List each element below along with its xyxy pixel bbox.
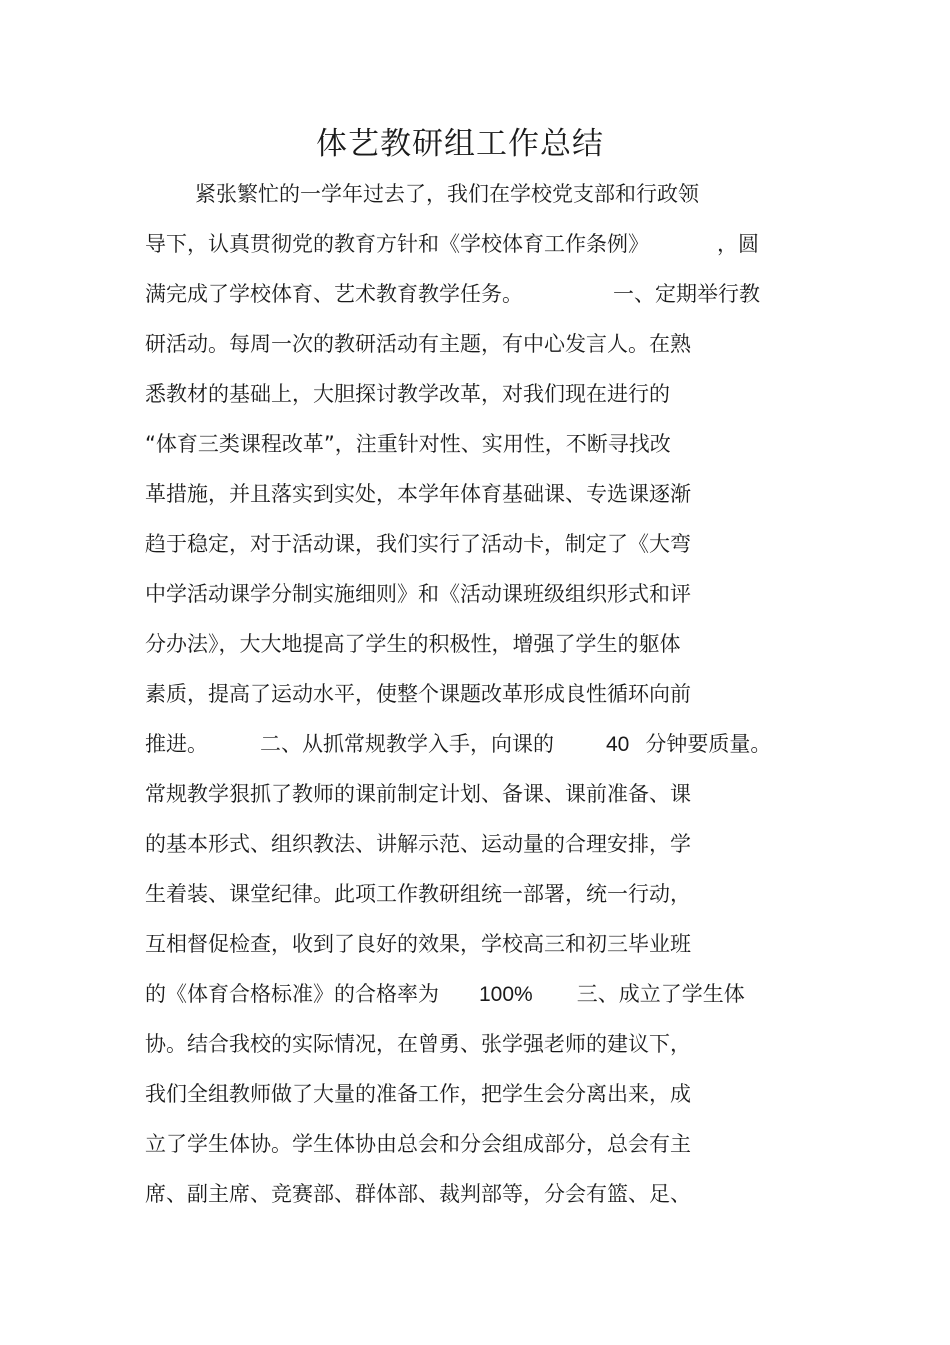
paragraph-line bbox=[145, 169, 825, 219]
text-segment: 推进。 bbox=[145, 732, 208, 756]
text-segment: 的基本形式、组织教法、讲解示范、运动量的合理安排，学 bbox=[145, 832, 691, 856]
paragraph-line bbox=[145, 319, 825, 369]
text-segment: 互相督促检查，收到了良好的效果，学校高三和初三毕业班 bbox=[145, 932, 691, 956]
text-segment: 生着装、课堂纪律。此项工作教研组统一部署，统一行动， bbox=[145, 882, 691, 906]
text-segment: “体育三类课程改革”，注重针对性、实用性，不断寻找改 bbox=[145, 432, 671, 456]
paragraph-line bbox=[145, 769, 825, 819]
text-segment: 素质，提高了运动水平，使整个课题改革形成良性循环向前 bbox=[145, 682, 691, 706]
text-segment: 常规教学狠抓了教师的课前制定计划、备课、课前准备、课 bbox=[145, 782, 691, 806]
paragraph-line bbox=[145, 519, 825, 569]
text-segment: ，圆 bbox=[717, 232, 759, 256]
paragraph-line bbox=[145, 969, 825, 1019]
text-segment: 分钟要质量。 bbox=[645, 732, 772, 756]
text-segment: 分办法》，大大地提高了学生的积极性，增强了学生的躯体 bbox=[145, 632, 681, 656]
text-segment: 研活动。每周一次的教研活动有主题，有中心发言人。在熟 bbox=[145, 332, 691, 356]
number-value: 40 bbox=[606, 733, 630, 756]
paragraph-line bbox=[145, 569, 825, 619]
section-heading-3: 三、成立了学生体 bbox=[576, 982, 745, 1006]
paragraph-line bbox=[145, 219, 825, 269]
paragraph-line bbox=[145, 719, 825, 769]
text-segment: 导下，认真贯彻党的教育方针和《学校体育工作条例》 bbox=[145, 232, 649, 256]
text-segment: 趋于稳定，对于活动课，我们实行了活动卡，制定了《大弯 bbox=[145, 532, 691, 556]
text-segment: 满完成了学校体育、艺术教育教学任务。 bbox=[145, 282, 523, 306]
paragraph-line bbox=[145, 1169, 825, 1219]
paragraph-line bbox=[145, 919, 825, 969]
text-segment: 协。结合我校的实际情况，在曾勇、张学强老师的建议下， bbox=[145, 1032, 691, 1056]
text-segment: 中学活动课学分制实施细则》和《活动课班级组织形式和评 bbox=[145, 582, 691, 606]
percentage-value: 100% bbox=[479, 983, 533, 1006]
document-body bbox=[145, 169, 825, 1219]
paragraph-line bbox=[145, 869, 825, 919]
text-segment: 的《体育合格标准》的合格率为 bbox=[145, 982, 439, 1006]
section-heading-1: 一、定期举行教 bbox=[613, 282, 760, 306]
paragraph-line bbox=[145, 269, 825, 319]
text-segment: 革措施，并且落实到实处，本学年体育基础课、专选课逐渐 bbox=[145, 482, 691, 506]
text-segment: 紧张繁忙的一学年过去了，我们在学校党支部和行政领 bbox=[195, 182, 699, 206]
paragraph-line bbox=[145, 669, 825, 719]
paragraph-line bbox=[145, 619, 825, 669]
text-segment: 席、副主席、竞赛部、群体部、裁判部等，分会有篮、足、 bbox=[145, 1182, 691, 1206]
text-segment: 立了学生体协。学生体协由总会和分会组成部分，总会有主 bbox=[145, 1132, 691, 1156]
paragraph-line bbox=[145, 1069, 825, 1119]
section-heading-2: 二、从抓常规教学入手，向课的 bbox=[260, 732, 554, 756]
paragraph-line bbox=[145, 1019, 825, 1069]
paragraph-line bbox=[145, 469, 825, 519]
paragraph-line bbox=[145, 369, 825, 419]
paragraph-line bbox=[145, 419, 825, 469]
paragraph-line bbox=[145, 1119, 825, 1169]
document-title: 体艺教研组工作总结 bbox=[316, 126, 604, 162]
paragraph-line bbox=[145, 819, 825, 869]
text-segment: 我们全组教师做了大量的准备工作，把学生会分离出来，成 bbox=[145, 1082, 691, 1106]
text-segment: 悉教材的基础上，大胆探讨教学改革，对我们现在进行的 bbox=[145, 382, 670, 406]
